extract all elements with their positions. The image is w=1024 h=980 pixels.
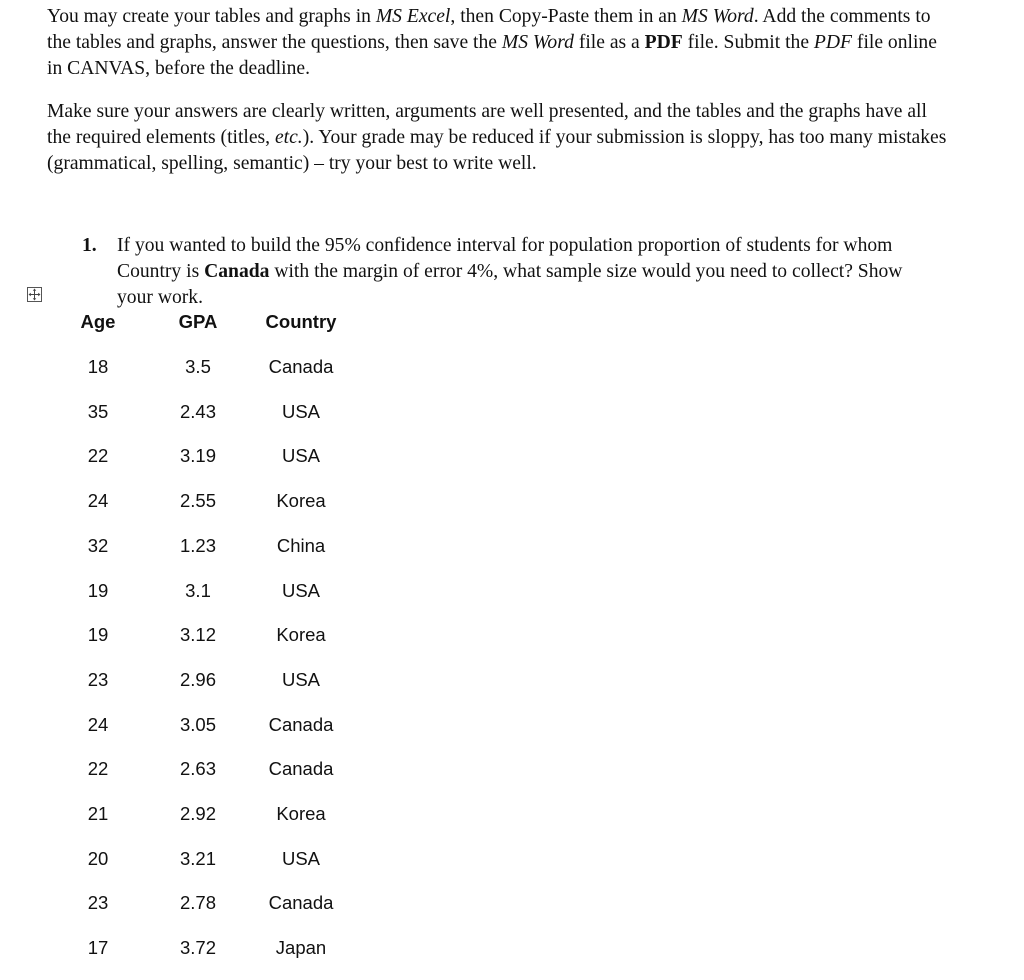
cell-country: USA bbox=[281, 579, 321, 601]
table-row bbox=[0, 624, 1024, 646]
instructions-p2-run: ). Your grade may be reduced if your submission is sloppy, has too many mistakes (grammatical, spelling, semantic) – try your best to write well. bbox=[47, 127, 947, 174]
cell-age: 35 bbox=[87, 400, 109, 422]
instructions-p1-run: PDF bbox=[644, 32, 683, 53]
cell-country: China bbox=[276, 534, 326, 556]
cell-gpa: 3.72 bbox=[179, 937, 216, 959]
cell-age: 24 bbox=[87, 490, 109, 512]
cell-country: USA bbox=[281, 400, 321, 422]
question-text-run: If you wanted to build the 95% confidence interval for population proportion of students for whom Country is bbox=[117, 235, 893, 282]
cell-gpa: 2.63 bbox=[179, 758, 216, 780]
instructions-p1-run: You may create your tables and graphs in bbox=[47, 6, 376, 27]
cell-country: Canada bbox=[268, 892, 334, 914]
question-text-run: with the margin of error 4%, what sample size would you need to collect? Show your work. bbox=[117, 261, 903, 308]
cell-country: USA bbox=[281, 445, 321, 467]
table-row bbox=[0, 445, 1024, 467]
instructions-p2-run: etc. bbox=[274, 127, 303, 148]
table-row bbox=[0, 490, 1024, 512]
cell-age: 20 bbox=[87, 847, 109, 869]
cell-gpa: 3.1 bbox=[185, 579, 211, 601]
cell-gpa: 3.21 bbox=[179, 847, 216, 869]
column-header-gpa: GPA bbox=[178, 311, 218, 332]
table-row bbox=[0, 758, 1024, 780]
table-row bbox=[0, 803, 1024, 825]
cell-country: USA bbox=[281, 847, 321, 869]
table-move-handle-icon[interactable] bbox=[27, 287, 42, 302]
instructions-p1-run: file as a bbox=[573, 32, 645, 53]
table-row bbox=[0, 356, 1024, 378]
cell-age: 24 bbox=[87, 713, 109, 735]
cell-gpa: 2.78 bbox=[179, 892, 216, 914]
table-row bbox=[0, 892, 1024, 914]
instructions-p1-run: MS Word bbox=[681, 6, 754, 27]
column-header-country: Country bbox=[265, 311, 337, 332]
question-text-run: Canada bbox=[204, 261, 270, 282]
cell-age: 23 bbox=[87, 892, 109, 914]
cell-age: 32 bbox=[87, 534, 109, 556]
instructions-p1-run: . Add the comments to the tables and graphs, answer the questions, then save the bbox=[47, 6, 931, 53]
table-row bbox=[0, 580, 1024, 602]
table-row bbox=[0, 848, 1024, 870]
cell-age: 19 bbox=[87, 624, 109, 646]
column-header-age: Age bbox=[80, 311, 116, 332]
instructions-p1-run: file. Submit the bbox=[682, 32, 814, 53]
cell-gpa: 3.05 bbox=[179, 713, 216, 735]
cell-country: Canada bbox=[268, 758, 334, 780]
table-row bbox=[0, 669, 1024, 691]
instructions-p1-run: MS Excel bbox=[375, 6, 451, 27]
instructions-p1-run: , then Copy-Paste them in an bbox=[450, 6, 682, 27]
table-row bbox=[0, 714, 1024, 736]
cell-age: 18 bbox=[87, 356, 109, 377]
table-row bbox=[0, 401, 1024, 423]
table-row bbox=[0, 535, 1024, 557]
cell-country: Korea bbox=[276, 803, 326, 824]
cell-gpa: 3.19 bbox=[179, 445, 216, 467]
cell-country: Canada bbox=[268, 356, 334, 377]
cell-country: Korea bbox=[276, 624, 326, 646]
instructions-p1-run: MS Word bbox=[501, 32, 574, 53]
cell-gpa: 3.5 bbox=[185, 356, 211, 377]
instructions-paragraph-2 bbox=[47, 99, 947, 177]
cell-country: Japan bbox=[275, 937, 327, 959]
cell-age: 21 bbox=[87, 803, 109, 824]
cell-age: 22 bbox=[87, 758, 109, 780]
cell-age: 23 bbox=[87, 668, 109, 690]
cell-gpa: 2.43 bbox=[179, 400, 216, 422]
cell-gpa: 2.92 bbox=[179, 803, 216, 824]
instructions-paragraph-1 bbox=[47, 4, 947, 82]
instructions-p2-run: Make sure your answers are clearly written, arguments are well presented, and the tables and the graphs have all the required elements (titles, bbox=[47, 101, 927, 148]
cell-age: 22 bbox=[87, 445, 109, 467]
cell-age: 17 bbox=[87, 937, 109, 959]
cell-gpa: 1.23 bbox=[179, 534, 216, 556]
cell-gpa: 2.96 bbox=[179, 668, 216, 690]
cell-age: 19 bbox=[87, 579, 109, 601]
cell-country: Korea bbox=[276, 490, 326, 512]
cell-gpa: 2.55 bbox=[179, 490, 216, 512]
instructions-p1-run: file online in CANVAS, before the deadline. bbox=[47, 32, 937, 79]
instructions-p1-run: PDF bbox=[813, 32, 853, 53]
cell-country: USA bbox=[281, 668, 321, 690]
cell-country: Canada bbox=[268, 713, 334, 735]
question-number: 1. bbox=[82, 235, 97, 256]
question-text bbox=[117, 233, 917, 311]
cell-gpa: 3.12 bbox=[179, 624, 216, 646]
table-row bbox=[0, 937, 1024, 959]
